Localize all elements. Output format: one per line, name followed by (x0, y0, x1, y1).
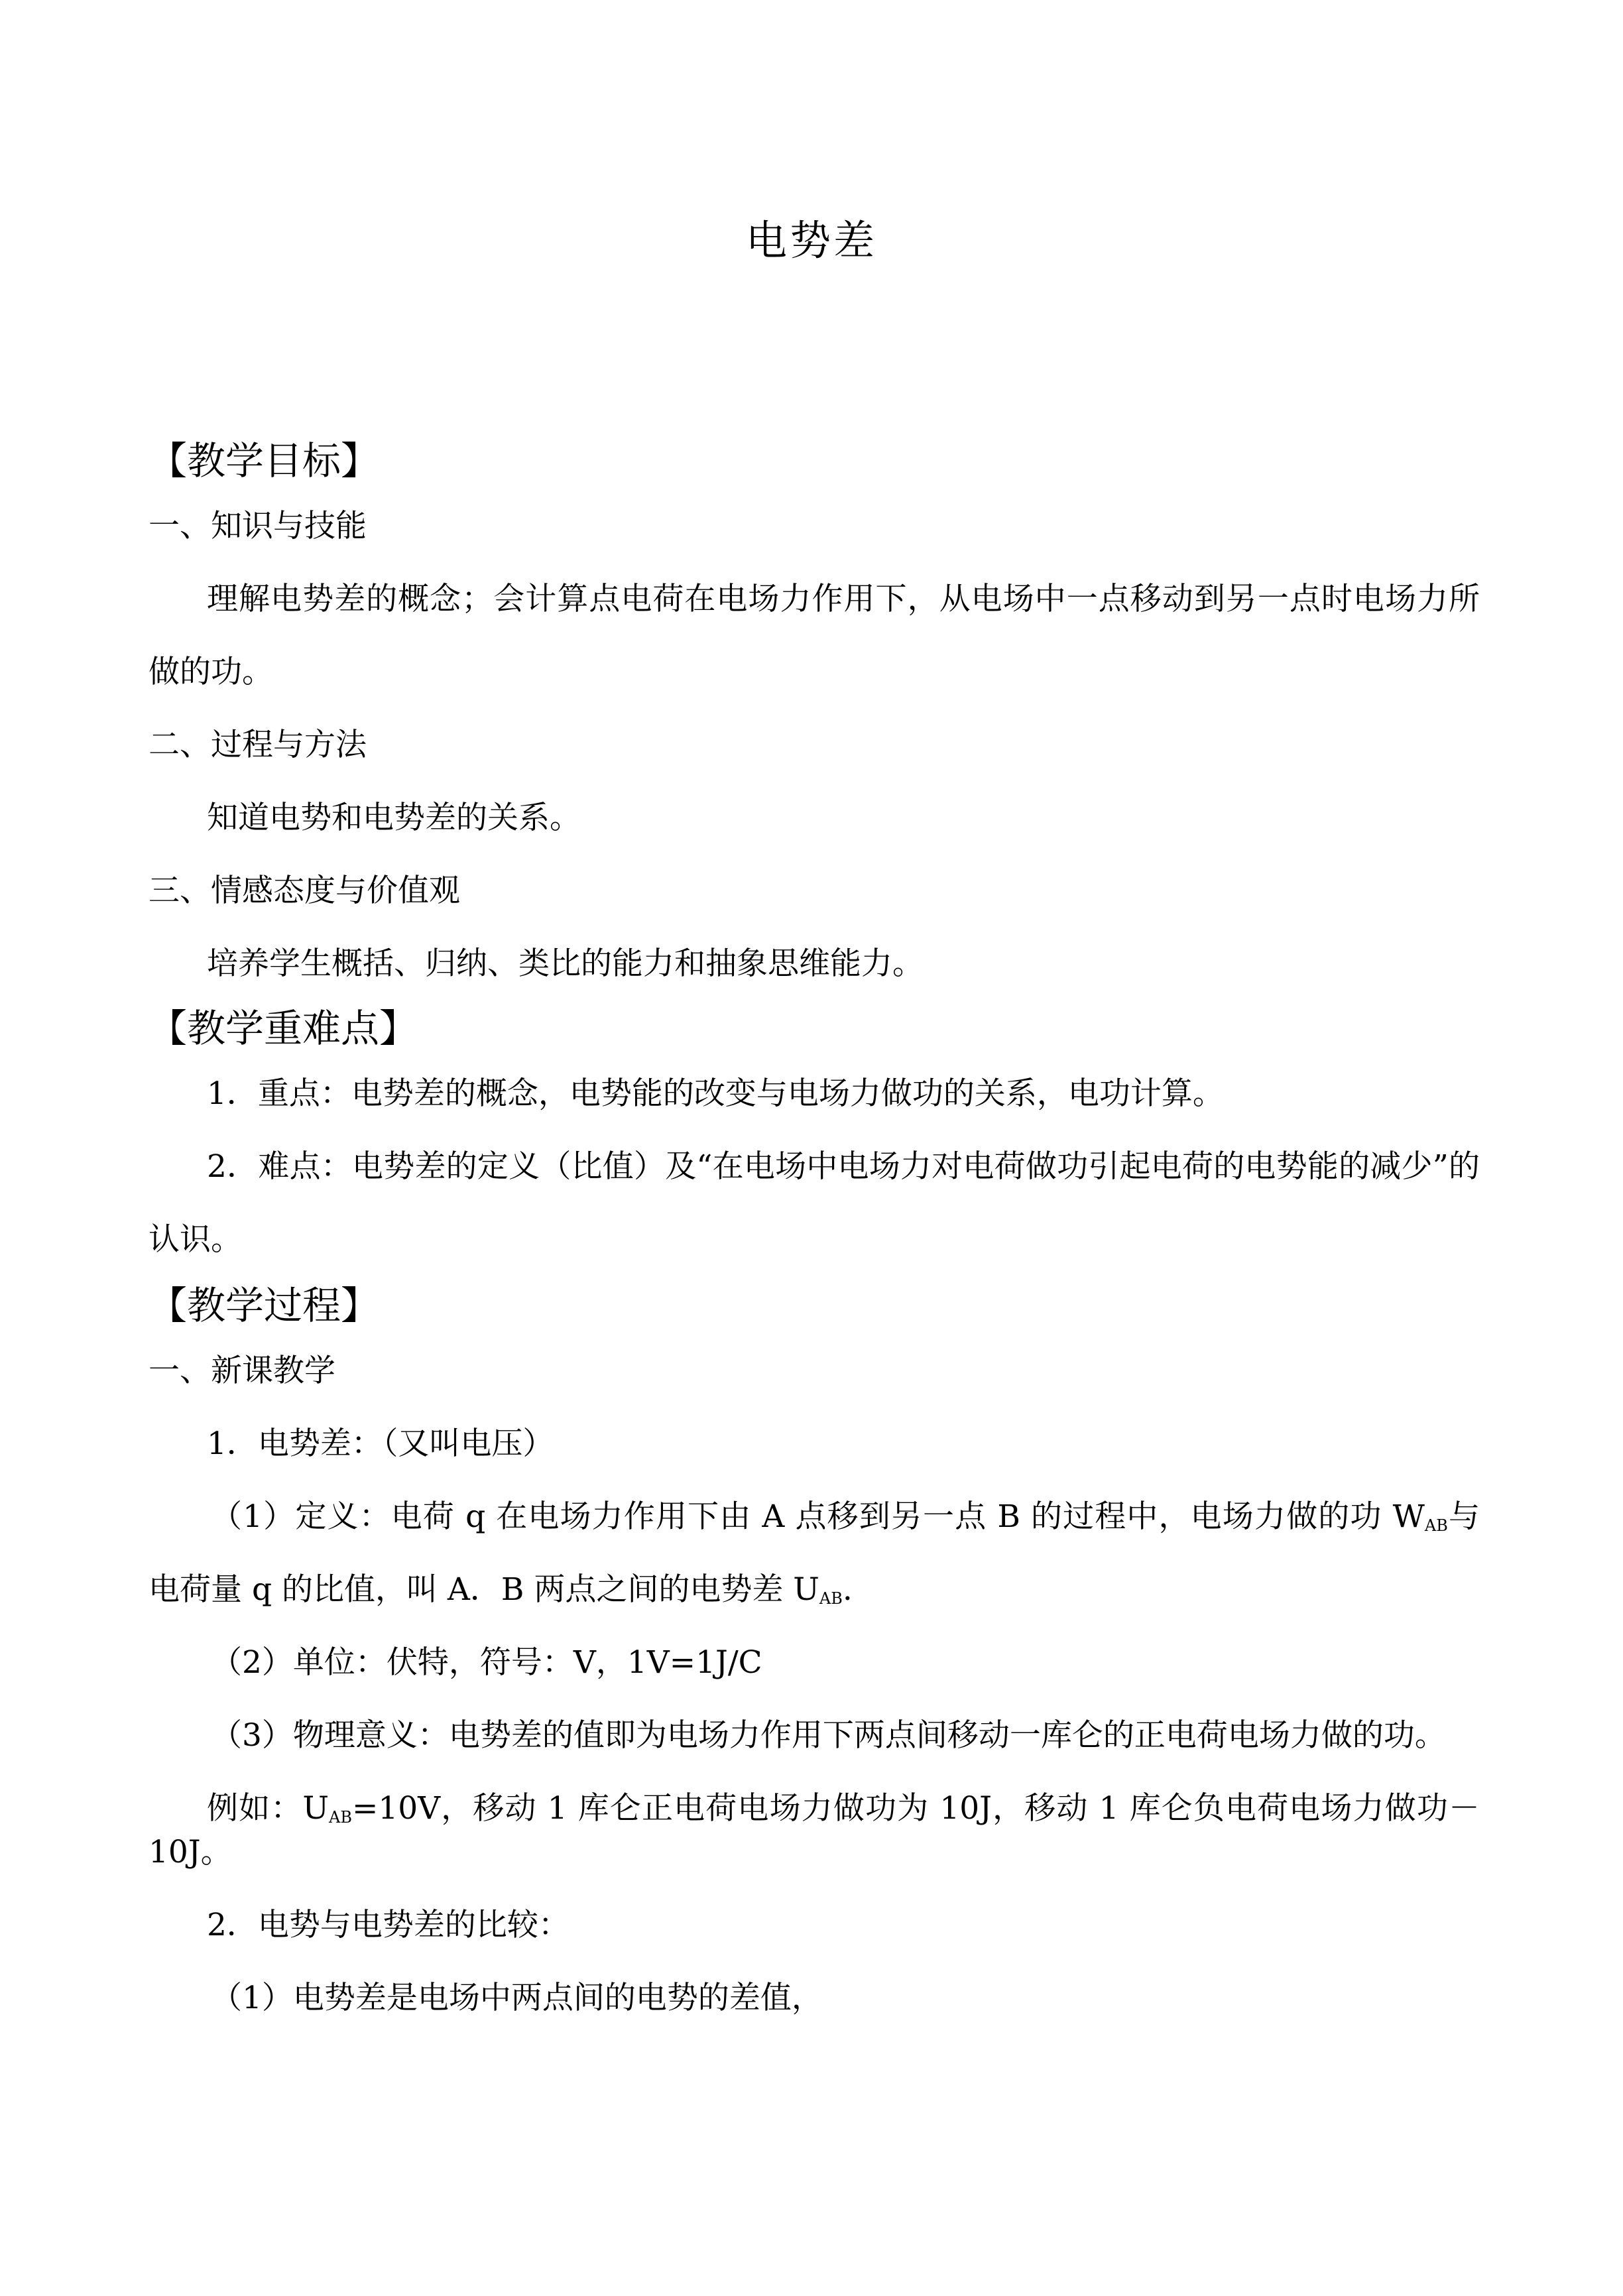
process-method-text: 知道电势和电势差的关系。 (207, 800, 581, 836)
physical-meaning-text: （3）物理意义：电势差的值即为电场力作用下两点间移动一库仑的正电荷电场力做的功。 (211, 1717, 1446, 1754)
example-part-b: =10V，移动 1 库仑正电荷电场力做功为 10J，移动 1 库仑负电荷电场力做功－10J。 (149, 1790, 1480, 1870)
example-text (149, 1787, 1480, 1874)
process-heading: 【教学过程】 (149, 1283, 380, 1328)
definition-subscript-u: AB (819, 1589, 843, 1608)
definition-text (149, 1480, 1480, 1626)
definition-subscript-w: AB (1424, 1516, 1448, 1535)
unit-text: （2）单位：伏特，符号：V，1V=1J/C (211, 1644, 762, 1681)
attitude-values-heading: 三、情感态度与价值观 (149, 873, 460, 909)
potential-difference-item: 1．电势差：（又叫电压） (207, 1425, 554, 1462)
definition-part-a: （1）定义：电荷 q 在电场力作用下由 A 点移到另一点 B 的过程中，电场力做的功 W (211, 1498, 1425, 1535)
document-title: 电势差 (745, 216, 877, 265)
example-part-a: 例如：U (207, 1790, 330, 1827)
difficult-point-text: 2．难点：电势差的定义（比值）及“在电场中电场力对电荷做功引起电荷的电势能的减少”的认识。 (149, 1148, 1480, 1258)
definition-part-c: . (842, 1571, 853, 1608)
example-subscript: AB (329, 1808, 352, 1827)
knowledge-skills-heading: 一、知识与技能 (149, 508, 367, 544)
definition-part-b: 与电荷量 q 的比值，叫 A．B 两点之间的电势差 U (149, 1498, 1480, 1608)
comparison-item: 2．电势与电势差的比较： (207, 1907, 570, 1943)
key-points-heading: 【教学重难点】 (149, 1006, 418, 1051)
knowledge-skills-text: 理解电势差的概念；会计算点电荷在电场力作用下，从电场中一点移动到另一点时电场力所做的功。 (149, 581, 1480, 690)
objectives-heading: 【教学目标】 (149, 438, 380, 483)
key-point-text: 1．重点：电势差的概念，电势能的改变与电场力做功的关系，电功计算。 (207, 1075, 1224, 1112)
document-body (149, 434, 1480, 2049)
comparison-point-1: （1）电势差是电场中两点间的电势的差值， (211, 1980, 823, 2016)
process-method-heading: 二、过程与方法 (149, 727, 367, 763)
new-lesson-heading: 一、新课教学 (149, 1353, 335, 1389)
attitude-values-text: 培养学生概括、归纳、类比的能力和抽象思维能力。 (207, 945, 924, 982)
